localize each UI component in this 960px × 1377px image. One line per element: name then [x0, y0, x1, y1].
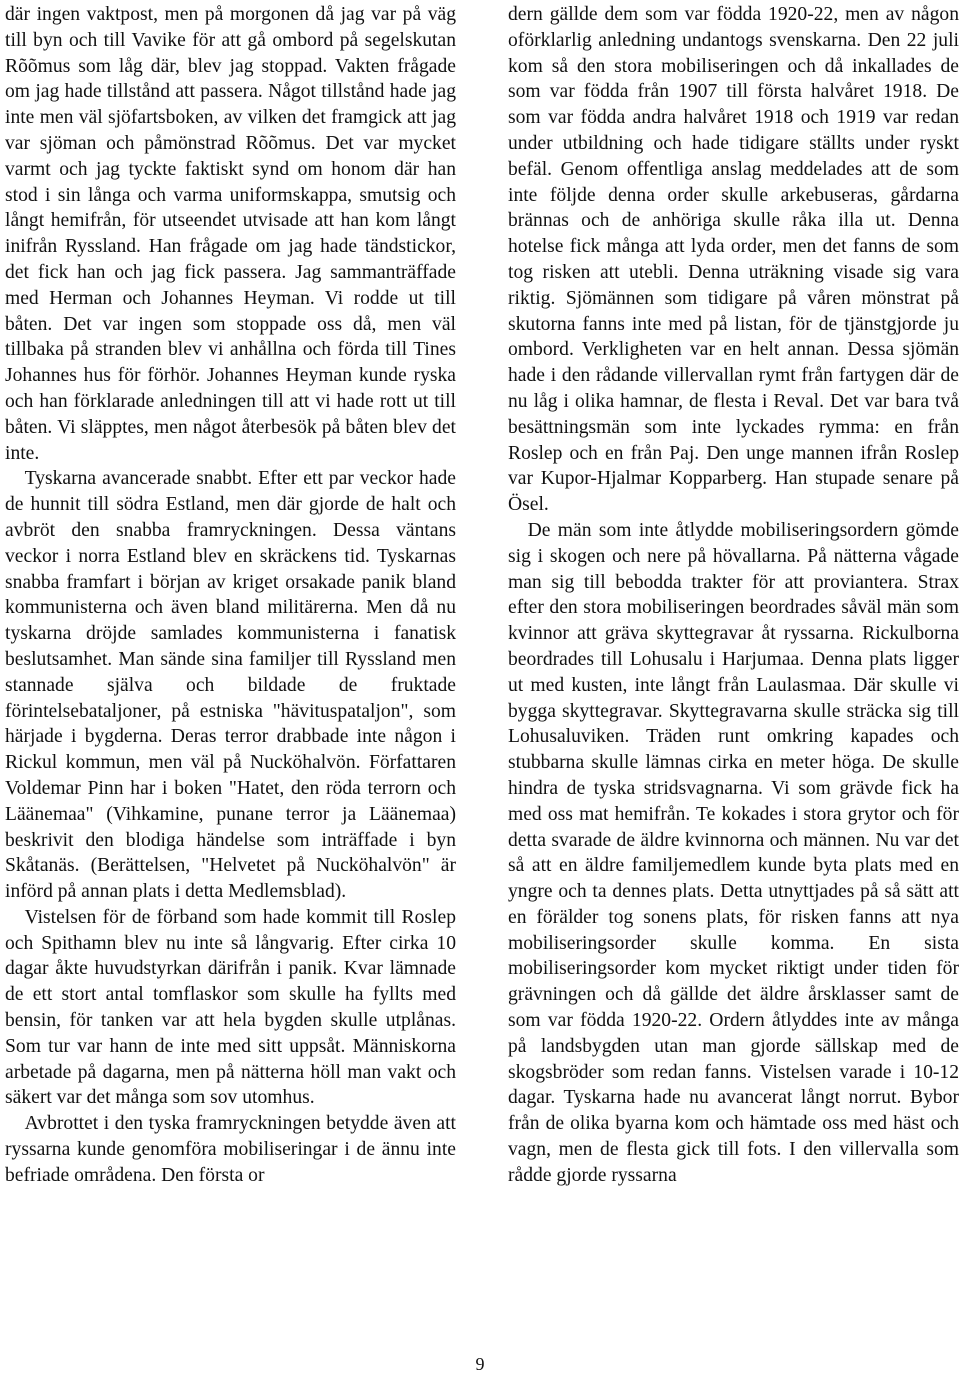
right-paragraph-2: De män som inte åtlydde mobiliseringsordern gömde sig i skogen och nere på hövallarna. På nätterna vågade man sig till bebodda trakter för att proviantera. Strax efter den stora mobiliseringen beordrades såväl män som kvinnor att gräva skyttegravar åt ryssarna. Rickulborna beordrades till Lohusalu i Harjumaa. Denna plats ligger ut med kusten, inte långt från Laulasmaa. Där skulle vi bygga skyttegravar. Skyttegravarna skulle sträcka sig till Lohusaluviken. Träden runt omkring kapades och stubbarna skulle lämnas cirka en meter höga. De skulle hindra de tyska stridsvagnarna. Vi som grävde fick ha med oss mat hemifrån. Te kokades i stora grytor och för detta svarade de äldre kvinnorna och männen. Nu var det så att en äldre familjemedlem kunde byta plats med en yngre och ta dennes plats. Detta utnyttjades på så sätt att en förälder tog sonens plats, för risken fanns att nya mobiliseringsorder skulle komma. En sista mobiliseringsorder kom mycket riktigt under tiden för grävningen och då gällde det äldre årsklasser samt de som var födda 1920-22. Ordern åtlyddes inte av många på landsbygden utan man gjorde sällskap med de skogsbröder som redan fanns. Vistelsen varade i 10-12 dagar. Tyskarna hade nu avancerat långt norrut. Bybor från de olika byarna kom och hämtade oss med häst och vagn, men de flesta gick till fots. I den villervalla som rådde gjorde ryssarna [508, 519, 959, 1186]
left-paragraph-3: Vistelsen för de förband som hade kommit till Roslep och Spithamn blev nu inte så långvarig. Efter cirka 10 dagar åkte huvudstyrkan därifrån i panik. Kvar lämnade de ett stort antal tomflaskor som skulle ha fyllts med bensin, för tanken var att hela bygden skulle utplånas. Som tur var hann de inte med sitt uppsåt. Människorna arbetade på dagarna, men på nätterna höll man vakt och säkert var det många som sov utomhus. [5, 906, 456, 1109]
left-paragraph-4: Avbrottet i den tyska framryckningen betydde även att ryssarna kunde genomföra mobiliseringar i de ännu inte befriade områdena. Den första or [5, 1113, 456, 1186]
page-number: 9 [475, 1354, 485, 1374]
right-column [508, 2, 959, 1189]
left-column [5, 2, 456, 1189]
left-paragraph-2: Tyskarna avancerade snabbt. Efter ett par veckor hade de hunnit till södra Estland, men där gjorde de halt och avbröt den snabba framryckningen. Dessa väntans veckor i norra Estland blev en skräckens tid. Tyskarnas snabba framfart i början av kriget orsakade panik bland kommunisterna och även bland militärerna. Men då nu tyskarna dröjde samlades kommunisterna i fanatisk beslutsamhet. Man sände sina familjer till Ryssland men stannade själva och bildade de fruktade förintelsebataljoner, på estniska "hävituspataljon", som härjade i bygderna. Deras terror drabbade inte någon i Rickul kommun, men väl på Nucköhalvön. Författaren Voldemar Pinn har i boken "Hatet, den röda terrorn och Läänemaa" (Vihkamine, punane terror ja Läänemaa) beskrivit den blodiga händelse som inträffade i byn Skåtanäs. (Berättelsen, "Helvetet på Nucköhalvön" är införd på annan plats i detta Medlemsblad). [5, 468, 456, 903]
right-paragraph-1: dern gällde dem som var födda 1920-22, men av någon oförklarlig anledning undantogs svenskarna. Den 22 juli kom så den stora mobiliseringen och då inkallades de som var födda från 1907 till första halvåret 1918. De som var födda andra halvåret 1918 och 1919 var redan under utbildning och hade tidigare ställts under ryskt befäl. Genom offentliga anslag meddelades att de som inte följde denna order skulle arkebuseras, gårdarna brännas och de anhöriga skulle råka illa ut. Denna hotelse fick många att lyda order, men det fanns de som tog risken att utebli. Denna uträkning visade sig vara riktig. Sjömännen som tidigare på våren mönstrat på skutorna fanns inte med på listan, för de tjänstgjorde ju ombord. Verkligheten var en helt annan. Dessa sjömän hade i den rådande villervallan rymt från fartygen där de nu låg i olika hamnar, de flesta i Reval. Det var bara två besättningsmän som inte lyckades rymma: en från Roslep och en från Paj. Den unge mannen ifrån Roslep var Kupor-Hjalmar Kopparberg. Han stupade senare på Ösel. [508, 4, 959, 516]
left-paragraph-1: där ingen vaktpost, men på morgonen då jag var på väg till byn och till Vavike för att gå ombord på segelskutan Rõõmus som låg där, blev jag stoppad. Vakten frågade om jag hade tillstånd att passera. Något tillstånd hade jag inte men väl sjöfartsboken, av vilken det framgick att jag var sjöman och påmönstrad Rõõmus. Det var mycket varmt och jag tyckte faktiskt synd om honom där han stod i sin långa och varma uniformskappa, smutsig och långt hemifrån, för utseendet utvisade att han kom långt inifrån Ryssland. Han frågade om jag hade tändstickor, det fick han och jag fick passera. Jag sammanträffade med Herman och Johannes Heyman. Vi rodde ut till båten. Det var ingen som stoppade oss då, men väl tillbaka på stranden blev vi anhållna och förda till Tines Johannes hus för förhör. Johannes Heyman kunde ryska och han förklarade anledningen till att vi hade rott ut till båten. Vi släpptes, men något återbesök på båten blev det inte. [5, 4, 456, 464]
